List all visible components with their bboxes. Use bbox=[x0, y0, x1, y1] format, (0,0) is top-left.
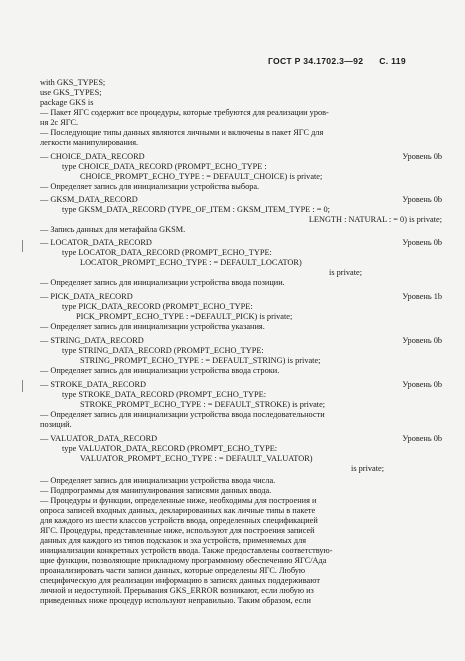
code-line: use GKS_TYPES; bbox=[40, 88, 102, 97]
code-line: with GKS_TYPES; bbox=[40, 78, 106, 87]
comment-line: — Определяет запись для инициализации устройства ввода последовательности bbox=[40, 410, 325, 419]
record-level: Уровень 0b bbox=[402, 152, 442, 161]
record-name: — PICK_DATA_RECORD bbox=[40, 292, 133, 301]
record-name: — STROKE_DATA_RECORD bbox=[40, 380, 147, 389]
paragraph-line: — Процедуры и функции, определенные ниже, необходимы для построения и bbox=[40, 496, 317, 505]
record-heading bbox=[40, 434, 442, 444]
comment-line: — Последующие типы данных являются личными и включены в пакет ЯГС для bbox=[40, 128, 324, 137]
paragraph-line: приведенных ниже процедур используют неправильно. Таким образом, если bbox=[40, 596, 311, 605]
record-name: — CHOICE_DATA_RECORD bbox=[40, 152, 145, 161]
record-level: Уровень 1b bbox=[402, 292, 442, 301]
comment-line: — Определяет запись для инициализации устройства ввода строки. bbox=[40, 366, 280, 375]
page-header bbox=[268, 56, 406, 66]
paragraph-line: инициализации конкретных устройств ввода. Также предоставлены соответствую- bbox=[40, 546, 333, 555]
record-heading bbox=[40, 380, 442, 390]
record-heading bbox=[40, 336, 442, 346]
code-line: type LOCATOR_DATA_RECORD (PROMPT_ECHO_TYPE: bbox=[62, 248, 272, 257]
margin-mark bbox=[22, 240, 23, 252]
code-line: type STRING_DATA_RECORD (PROMPT_ECHO_TYPE: bbox=[62, 346, 264, 355]
comment-line: — Запись данных для метафайла GKSM. bbox=[40, 225, 186, 234]
code-line: type VALUATOR_DATA_RECORD (PROMPT_ECHO_TYPE: bbox=[62, 444, 278, 453]
comment-line: — Определяет запись для инициализации устройства ввода позиции. bbox=[40, 278, 285, 287]
code-line: package GKS is bbox=[40, 98, 94, 107]
record-heading bbox=[40, 292, 442, 302]
paragraph-line: личной и недоступной. Прерывания GKS_ERROR возникают, если любую из bbox=[40, 586, 314, 595]
comment-line: — Определяет запись для инициализации устройства ввода числа. bbox=[40, 476, 276, 485]
standard-number: ГОСТ Р 34.1702.3—92 bbox=[268, 56, 364, 66]
record-heading bbox=[40, 195, 442, 205]
comment-line: — Подпрограммы для манипулирования записями данных ввода. bbox=[40, 486, 272, 495]
comment-line: легкости манипулирования. bbox=[40, 138, 139, 147]
code-line: VALUATOR_PROMPT_ECHO_TYPE : = DEFAULT_VALUATOR) bbox=[80, 454, 313, 463]
code-line: type GKSM_DATA_RECORD (TYPE_OF_ITEM : GKSM_ITEM_TYPE : = 0; bbox=[62, 205, 330, 214]
record-heading bbox=[40, 152, 442, 162]
comment-line: — Пакет ЯГС содержит все процедуры, которые требуются для реализации уров- bbox=[40, 108, 329, 117]
code-line: type CHOICE_DATA_RECORD (PROMPT_ECHO_TYPE : bbox=[62, 162, 267, 171]
record-level: Уровень 0b bbox=[402, 380, 442, 389]
record-level: Уровень 0b bbox=[402, 336, 442, 345]
code-line: type STROKE_DATA_RECORD (PROMPT_ECHO_TYPE: bbox=[62, 390, 267, 399]
paragraph-line: для каждого из шести классов устройств ввода, определенных спецификацией bbox=[40, 516, 318, 525]
code-line: LOCATOR_PROMPT_ECHO_TYPE : = DEFAULT_LOCATOR) bbox=[80, 258, 302, 267]
comment-line: — Определяет запись для инициализации устройства выбора. bbox=[40, 182, 260, 191]
margin-mark bbox=[22, 380, 23, 392]
code-line: is private; bbox=[329, 268, 362, 277]
code-line: STRING_PROMPT_ECHO_TYPE : = DEFAULT_STRING) is private; bbox=[80, 356, 321, 365]
record-level: Уровень 0b bbox=[402, 434, 442, 443]
code-line: is private; bbox=[351, 464, 384, 473]
code-line: CHOICE_PROMPT_ECHO_TYPE : = DEFAULT_CHOICE) is private; bbox=[80, 172, 323, 181]
paragraph-line: специфическую для реализации информацию в записях данных поддерживают bbox=[40, 576, 320, 585]
comment-line: ня 2с ЯГС. bbox=[40, 118, 79, 127]
comment-line: позиций. bbox=[40, 420, 72, 429]
comment-line: — Определяет запись для инициализации устройства указания. bbox=[40, 322, 265, 331]
paragraph-line: щие функции, позволяющие прикладному программному обеспечению ЯГС/Ада bbox=[40, 556, 327, 565]
record-name: — GKSM_DATA_RECORD bbox=[40, 195, 138, 204]
paragraph-line: проанализировать части записи данных, которые определены ЯГС. Любую bbox=[40, 566, 306, 575]
record-level: Уровень 0b bbox=[402, 238, 442, 247]
code-line: PICK_PROMPT_ECHO_TYPE : =DEFAULT_PICK) is private; bbox=[76, 312, 293, 321]
record-level: Уровень 0b bbox=[402, 195, 442, 204]
code-line: LENGTH : NATURAL : = 0) is private; bbox=[308, 215, 442, 224]
code-line: type PICK_DATA_RECORD (PROMPT_ECHO_TYPE: bbox=[62, 302, 253, 311]
paragraph-line: опроса записей входных данных, декларированных как личные типы в пакете bbox=[40, 506, 316, 515]
paragraph-line: данных для каждого из типов подсказок и эха устройств, применяемых для bbox=[40, 536, 307, 545]
code-line: STROKE_PROMPT_ECHO_TYPE : = DEFAULT_STROKE) is private; bbox=[80, 400, 326, 409]
record-name: — VALUATOR_DATA_RECORD bbox=[40, 434, 158, 443]
page-number: С. 119 bbox=[379, 56, 406, 66]
record-name: — STRING_DATA_RECORD bbox=[40, 336, 144, 345]
paragraph-line: ЯГС. Процедуры, представленные ниже, используют для построения записей bbox=[40, 526, 315, 535]
record-name: — LOCATOR_DATA_RECORD bbox=[40, 238, 152, 247]
record-heading bbox=[40, 238, 442, 248]
